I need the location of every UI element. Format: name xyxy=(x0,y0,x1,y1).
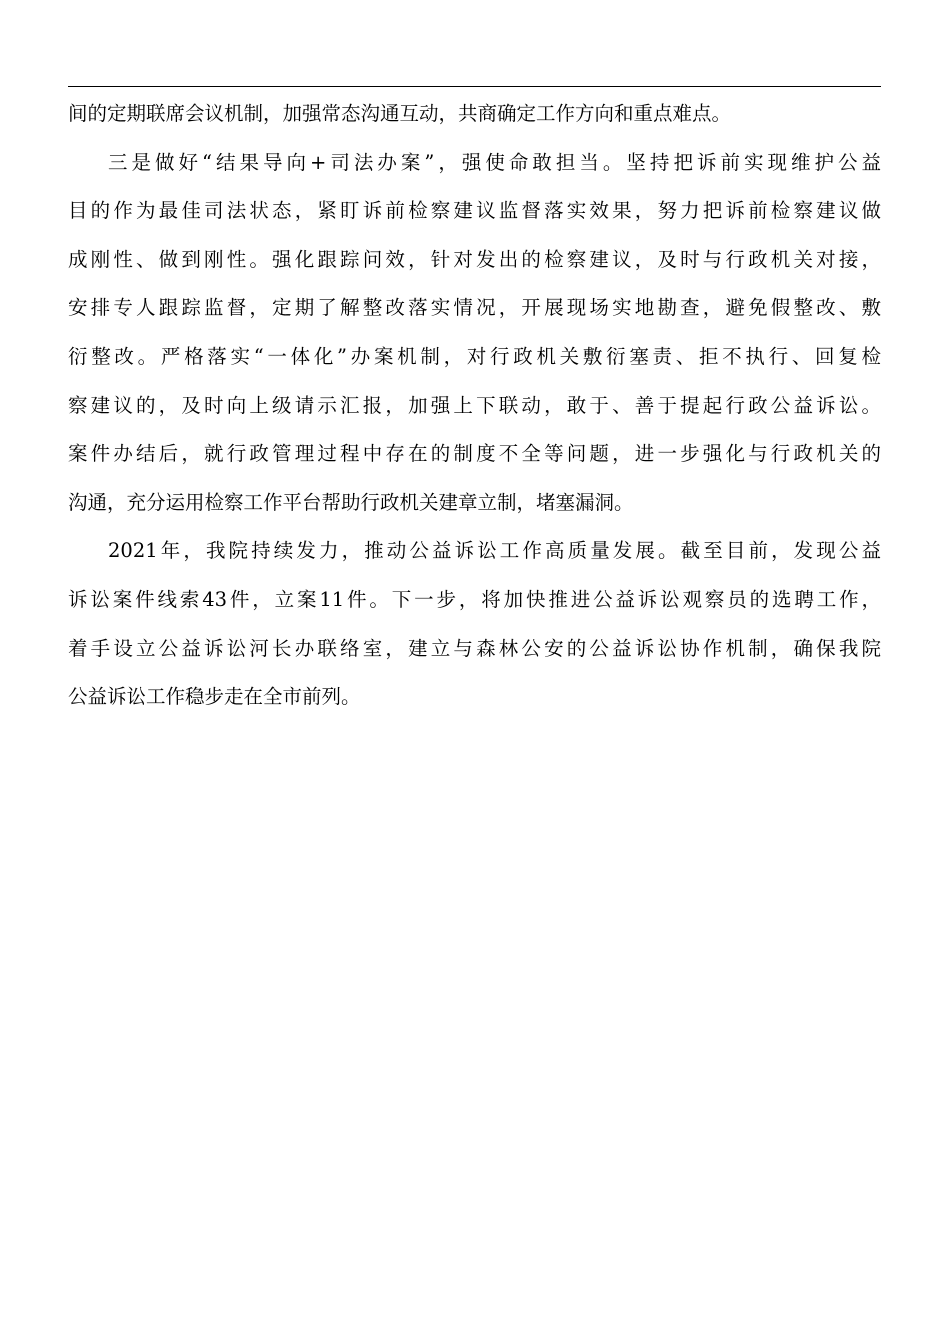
text-line: 公益诉讼工作稳步走在全市前列。 xyxy=(68,685,361,709)
text-line: 察建议的，及时向上级请示汇报，加强上下联动，敢于、善于提起行政公益诉讼。 xyxy=(68,393,881,417)
text-line: 沟通，充分运用检察工作平台帮助行政机关建章立制，堵塞漏洞。 xyxy=(68,490,634,514)
document-body xyxy=(68,90,881,722)
text-line: 三是做好“结果导向+司法办案”，强使命敢担当。坚持把诉前实现维护公益 xyxy=(108,150,881,174)
text-line: 成刚性、做到刚性。强化跟踪问效，针对发出的检察建议，及时与行政机关对接， xyxy=(68,247,881,271)
text-line: 诉讼案件线索43件，立案11件。下一步，将加快推进公益诉讼观察员的选聘工作， xyxy=(68,587,881,611)
header-rule xyxy=(68,86,881,87)
paragraph-2021-summary xyxy=(68,527,881,721)
text-line: 安排专人跟踪监督，定期了解整改落实情况，开展现场实地勘查，避免假整改、敷 xyxy=(68,296,881,320)
text-line: 目的作为最佳司法状态，紧盯诉前检察建议监督落实效果，努力把诉前检察建议做 xyxy=(68,199,881,223)
text-line: 衍整改。严格落实“一体化”办案机制，对行政机关敷衍塞责、拒不执行、回复检 xyxy=(68,344,881,368)
paragraph-continuation xyxy=(68,90,881,139)
text-line: 案件办结后，就行政管理过程中存在的制度不全等问题，进一步强化与行政机关的 xyxy=(68,442,881,466)
text-line: 间的定期联席会议机制，加强常态沟通互动，共商确定工作方向和重点难点。 xyxy=(68,102,732,125)
paragraph-results-oriented xyxy=(68,139,881,528)
text-line: 2021年，我院持续发力，推动公益诉讼工作高质量发展。截至目前，发现公益 xyxy=(108,539,881,563)
text-line: 着手设立公益诉讼河长办联络室，建立与森林公安的公益诉讼协作机制，确保我院 xyxy=(68,636,881,660)
